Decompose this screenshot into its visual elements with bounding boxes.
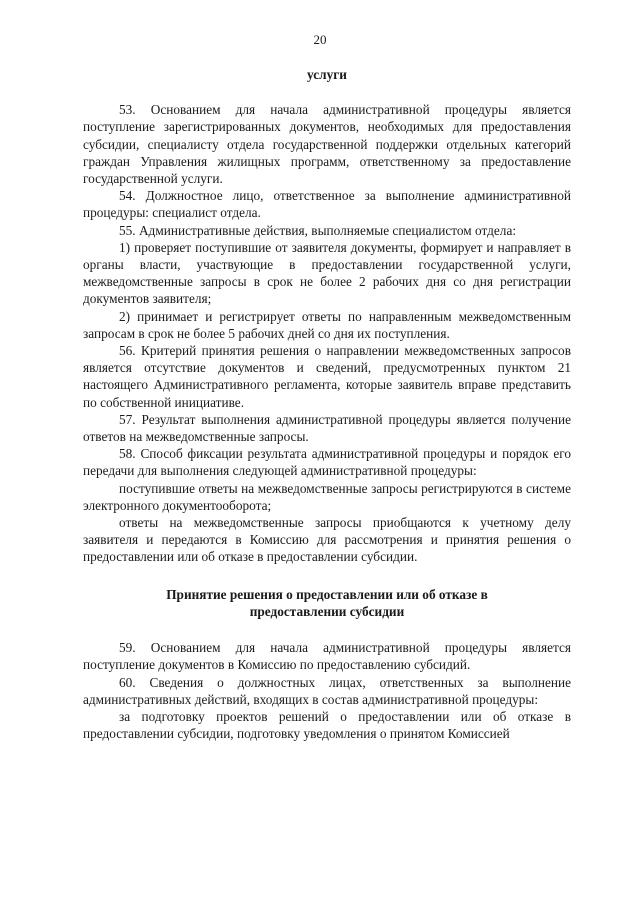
paragraph-56: 56. Критерий принятия решения о направлении межведомственных запросов является отсутствие документов и сведений, предусмотренных пунктом 21 настоящего Административного регламента, которые заявитель вправе представить по собственной инициативе. [83, 343, 571, 410]
list-item: 1) проверяет поступившие от заявителя документы, формирует и направляет в органы власти, участвующие в предоставлении государственной услуги, межведомственные запросы в срок не более 2 рабочих дня со дня регистрации документов заявителя; [83, 239, 571, 307]
paragraph-58: 58. Способ фиксации результата административной процедуры и порядок его передачи для выполнения следующей административной процедуры: [83, 446, 571, 479]
paragraph-60: 60. Сведения о должностных лицах, ответственных за выполнение административных действий, входящих в состав административной процедуры: [83, 674, 571, 707]
page-number: 20 [313, 32, 327, 47]
list-item: 2) принимает и регистрирует ответы по направленным межведомственным запросам в срок не более 5 рабочих дней со дня их поступления. [83, 308, 571, 341]
list-item: поступившие ответы на межведомственные запросы регистрируются в системе электронного документооборота; [83, 480, 571, 513]
list-item: ответы на межведомственные запросы приобщаются к учетному делу заявителя и передаются в Комиссию для рассмотрения и принятия решения о предоставлении или об отказе в предоставлении субсидии. [83, 515, 571, 565]
list-55 [83, 239, 571, 342]
list-58 [83, 480, 571, 566]
list-60 [83, 708, 571, 742]
paragraph-57: 57. Результат выполнения административной процедуры является получение ответов на межведомственные запросы. [83, 411, 571, 445]
paragraph-55: 55. Административные действия, выполняемые специалистом отдела: [119, 222, 517, 238]
section-heading: Принятие решения о предоставлении или об отказе в предоставлении субсидии [166, 586, 488, 619]
paragraph-53: 53. Основанием для начала административной процедуры является поступление зарегистрированных документов, необходимых для предоставления субсидии, специалисту отдела государственной поддержки отдельных категорий граждан Управления жилищных программ, ответственному за предоставление государственной услуги. [83, 102, 571, 187]
paragraph-59: 59. Основанием для начала административной процедуры является поступление документов в Комиссию по предоставлению субсидий. [83, 640, 571, 673]
section-heading-top: услуги [307, 67, 347, 82]
paragraph-54: 54. Должностное лицо, ответственное за выполнение административной процедуры: специалист отдела. [83, 188, 571, 221]
document-body [83, 66, 571, 742]
list-item: за подготовку проектов решений о предоставлении или об отказе в предоставлении субсидии, подготовку уведомления о принятом Комиссией [83, 708, 571, 742]
